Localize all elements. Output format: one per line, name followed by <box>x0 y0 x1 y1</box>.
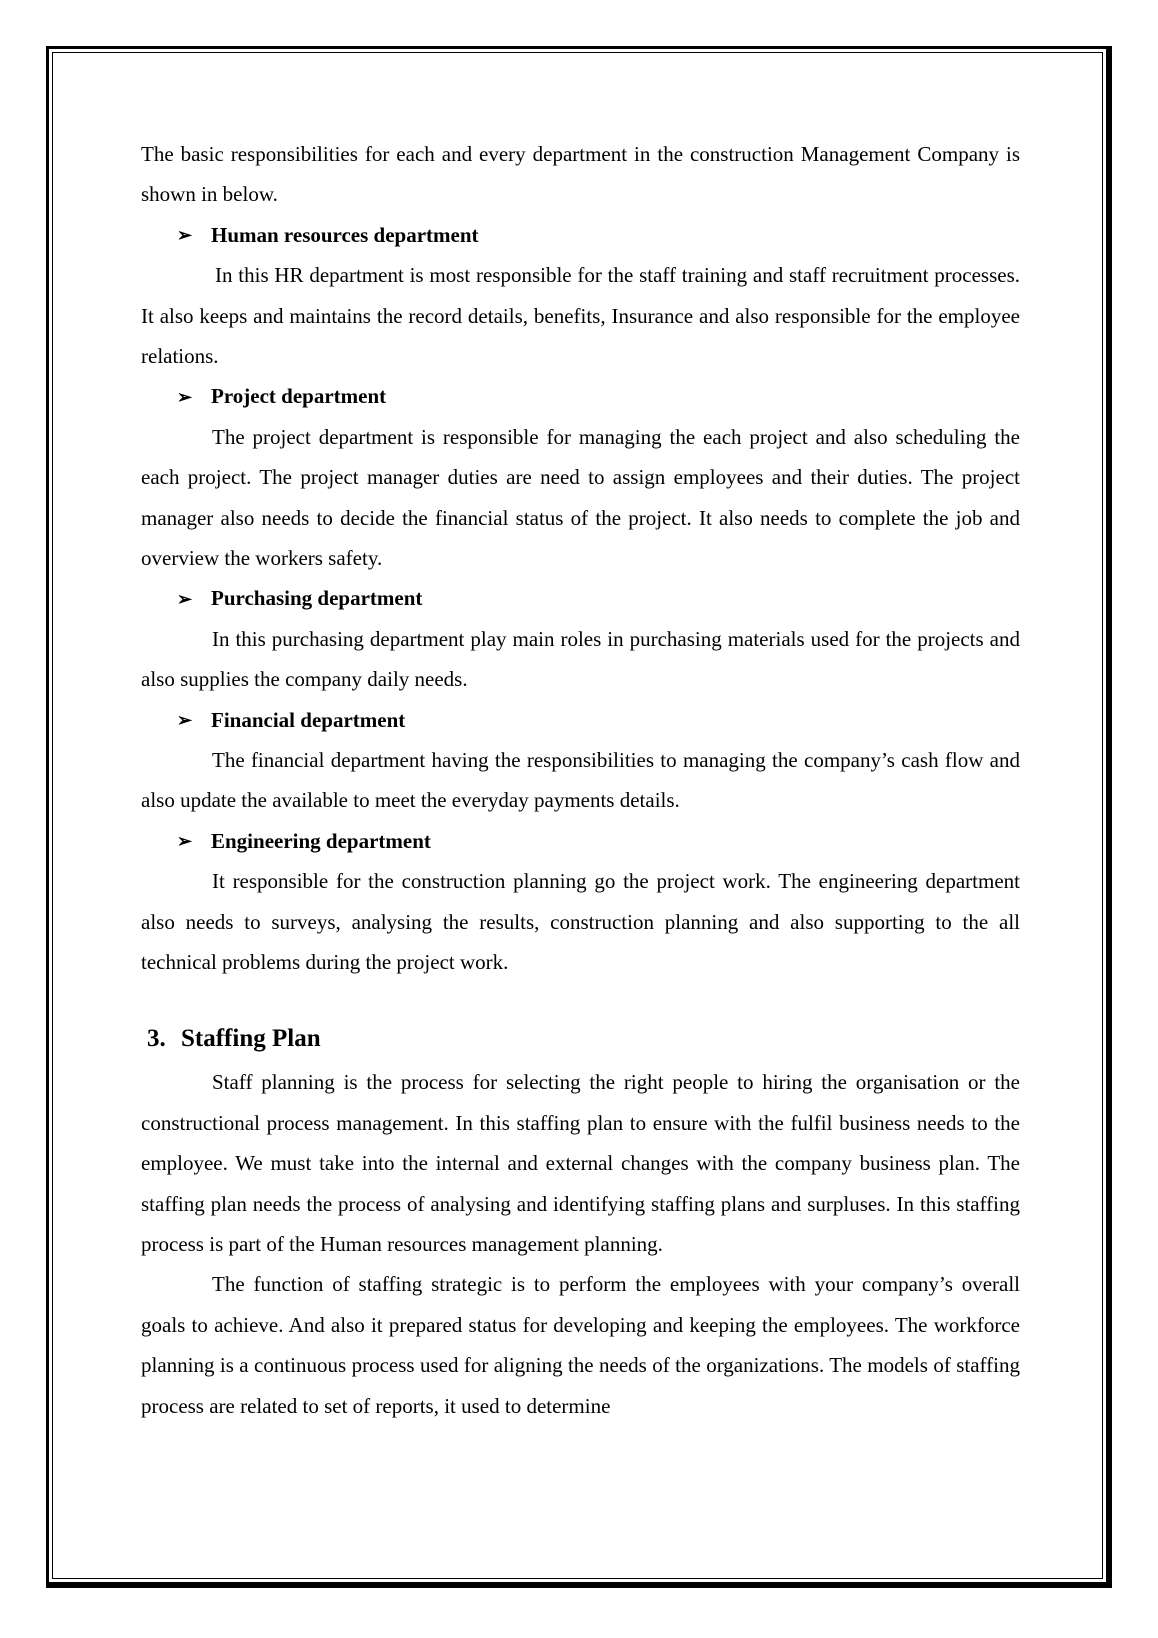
heading-number: 3. <box>147 1025 166 1053</box>
section-heading-financial <box>141 700 1020 740</box>
section-title: Human resources department <box>211 222 479 247</box>
section-heading-hr <box>141 215 1020 255</box>
section-heading-project <box>141 376 1020 416</box>
arrow-bullet-icon: ➢ <box>177 225 193 245</box>
section-title: Financial department <box>211 707 406 732</box>
arrow-bullet-icon: ➢ <box>177 709 193 730</box>
document-body <box>141 134 1020 1426</box>
section-paragraph-financial: The financial department having the responsibilities to managing the company’s cash flow and also update the available to meet the everyday payments details. <box>141 748 1020 813</box>
staffing-paragraph-1: Staff planning is the process for selecting the right people to hiring the organisation or the constructional process management. In this staffing plan to ensure with the fulfil business needs to the employee. We must take into the internal and external changes with the company business plan. The staffing plan needs the process of analysing and identifying staffing plans and surpluses. In this staffing process is part of the Human resources management planning. <box>141 1070 1020 1257</box>
heading-title: Staffing Plan <box>181 1025 321 1053</box>
section-paragraph-project: The project department is responsible for managing the each project and also scheduling the each project. The project manager duties are need to assign employees and their duties. The project manager also needs to decide the financial status of the project. It also needs to complete the job and overview the workers safety. <box>141 424 1020 571</box>
section-paragraph-hr: In this HR department is most responsible for the staff training and staff recruitment processes. It also keeps and maintains the record details, benefits, Insurance and also responsible for the employee relations. <box>141 263 1020 369</box>
section-heading-purchasing <box>141 578 1020 618</box>
section-title: Project department <box>211 384 387 409</box>
section-paragraph-engineering: It responsible for the construction planning go the project work. The engineering department also needs to surveys, analysing the results, construction planning and also supporting to the all technical problems during the project work. <box>141 869 1020 975</box>
section-title: Engineering department <box>211 828 431 853</box>
arrow-bullet-icon: ➢ <box>177 588 193 609</box>
section-title: Purchasing department <box>211 586 423 611</box>
intro-paragraph: The basic responsibilities for each and every department in the construction Management Company is shown in below. <box>141 142 1020 207</box>
staffing-plan-heading <box>141 1016 1020 1062</box>
arrow-bullet-icon: ➢ <box>177 831 193 852</box>
staffing-paragraph-2: The function of staffing strategic is to perform the employees with your company’s overall goals to achieve. And also it prepared status for developing and keeping the employees. The workforce planning is a continuous process used for aligning the needs of the organizations. The models of staffing process are related to set of reports, it used to determine <box>141 1272 1020 1418</box>
section-paragraph-purchasing: In this purchasing department play main roles in purchasing materials used for the projects and also supplies the company daily needs. <box>141 626 1020 692</box>
arrow-bullet-icon: ➢ <box>177 386 193 407</box>
section-heading-engineering <box>141 821 1020 861</box>
